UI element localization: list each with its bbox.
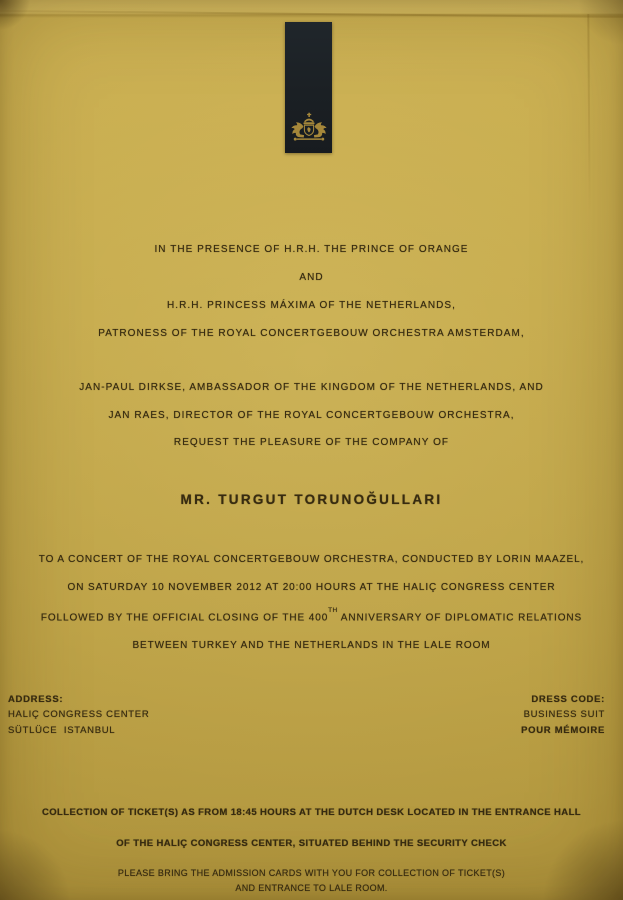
event-line-1: TO A CONCERT OF THE ROYAL CONCERTGEBOUW ORCHESTRA, CONDUCTED BY LORIN MAAZEL, [38, 554, 585, 565]
hosts-block [0, 374, 623, 457]
event-line-2: ON SATURDAY 10 NOVEMBER 2012 AT 20:00 HOURS AT THE HALIÇ CONGRESS CENTER [67, 581, 556, 593]
fold-crease-top [0, 10, 623, 18]
address-line-2: SÜTLÜCE ISTANBUL [8, 724, 116, 736]
dutch-royal-crest-icon [288, 111, 330, 144]
collection-block [0, 798, 623, 859]
presence-block [0, 236, 623, 348]
footer-block [0, 866, 623, 895]
address-block [8, 692, 149, 738]
presence-line-1: IN THE PRESENCE OF H.R.H. THE PRINCE OF ORANGE [154, 244, 469, 255]
royal-ribbon [285, 22, 332, 153]
invitee-name: MR. TURGUT TORUNOĞULLARI [180, 492, 443, 507]
fold-crease-right [587, 14, 590, 214]
collection-line-2: OF THE HALIÇ CONGRESS CENTER, SITUATED BEHIND THE SECURITY CHECK [116, 837, 507, 849]
event-line-3-tail: ANNIVERSARY OF DIPLOMATIC RELATIONS [337, 612, 583, 624]
collection-line-1: COLLECTION OF TICKET(S) AS FROM 18:45 HOURS AT THE DUTCH DESK LOCATED IN THE ENTRANCE HALL [42, 807, 581, 818]
address-line-1: HALIÇ CONGRESS CENTER [8, 709, 150, 721]
address-label: ADDRESS: [8, 694, 64, 705]
dress-code-line-2: POUR MÉMOIRE [521, 724, 605, 736]
host-line-2: JAN RAES, DIRECTOR OF THE ROYAL CONCERTGEBOUW ORCHESTRA, [108, 409, 515, 421]
event-block [0, 546, 623, 660]
presence-line-4: PATRONESS OF THE ROYAL CONCERTGEBOUW ORCHESTRA AMSTERDAM, [98, 328, 525, 339]
invitee-block [0, 489, 623, 511]
event-line-3-text: FOLLOWED BY THE OFFICIAL CLOSING OF THE 400 [40, 612, 329, 624]
footer-line-2: AND ENTRANCE TO LALE ROOM. [235, 882, 388, 893]
host-line-1: JAN-PAUL DIRKSE, AMBASSADOR OF THE KINGDOM OF THE NETHERLANDS, AND [79, 382, 544, 393]
host-line-3: REQUEST THE PLEASURE OF THE COMPANY OF [173, 437, 450, 448]
ordinal-superscript: TH [328, 607, 338, 615]
footer-line-1: PLEASE BRING THE ADMISSION CARDS WITH YOU FOR COLLECTION OF TICKET(S) [117, 868, 506, 878]
event-line-4: BETWEEN TURKEY AND THE NETHERLANDS IN THE LALE ROOM [132, 640, 491, 652]
dress-code-label: DRESS CODE: [531, 694, 605, 705]
dress-code-line-1: BUSINESS SUIT [523, 709, 605, 721]
event-line-3 [0, 601, 623, 632]
dress-code-block [521, 692, 605, 738]
presence-line-3: H.R.H. PRINCESS MÁXIMA OF THE NETHERLANDS, [167, 300, 456, 311]
presence-line-2: AND [299, 272, 324, 283]
